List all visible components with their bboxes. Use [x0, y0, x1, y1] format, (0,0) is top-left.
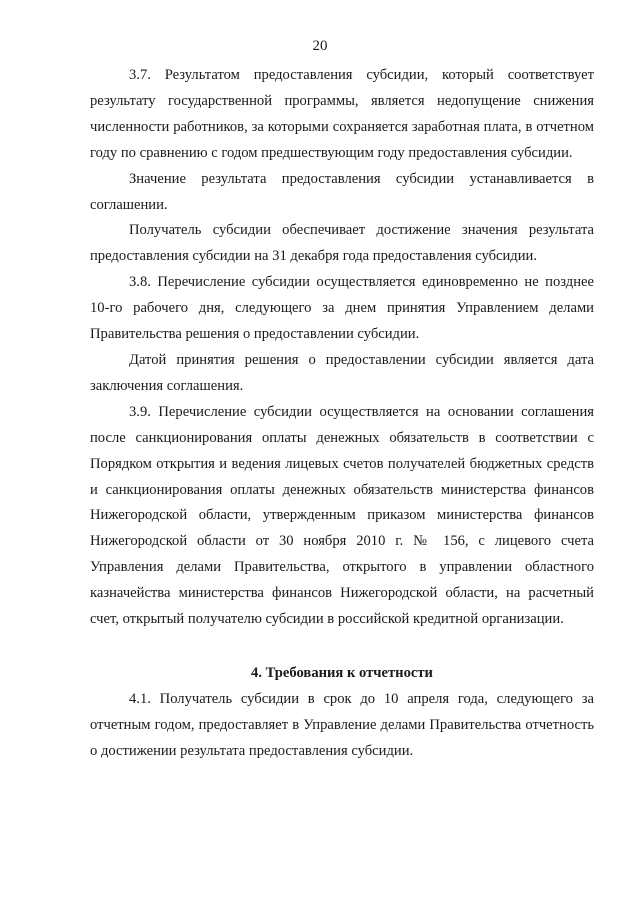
paragraph-result-achievement: Получатель субсидии обеспечивает достижение значения результата предоставления субсидии на 31 декабря года предоставления субсидии.: [90, 222, 594, 265]
paragraph-3-9: 3.9. Перечисление субсидии осуществляется на основании соглашения после санкционирования оплаты денежных обязательств в соответствии с Порядком открытия и ведения лицевых счетов получателей бюджетных средств и санкционирования оплаты денежных обязательств министерства финансов Нижегородской области, утвержденным приказом министерства финансов Нижегородской области от 30 ноября 2010 г. № 156, с лицевого счета Управления делами Правительства, открытого в управлении областного казначейства министерства финансов Нижегородской области, на расчетный счет, открытый получателю субсидии в российской кредитной организации.: [90, 403, 594, 628]
paragraph-decision-date: Датой принятия решения о предоставлении субсидии является дата заключения соглашения.: [90, 351, 594, 394]
section-heading: 4. Требования к отчетности: [251, 664, 433, 681]
page-number: 20: [312, 38, 328, 54]
paragraph-3-7: 3.7. Результатом предоставления субсидии, который соответствует результату государственной программы, является недопущение снижения численности работников, за которыми сохраняется заработная плата, в отчетном году по сравнению с годом предшествующим году предоставления субсидии.: [90, 67, 594, 161]
document-body: [90, 63, 594, 765]
paragraph-3-8: 3.8. Перечисление субсидии осуществляется единовременно не позднее 10-го рабочего дня, следующего за днем принятия Управлением делами Правительства решения о предоставлении субсидии.: [90, 274, 594, 343]
paragraph-4-1: 4.1. Получатель субсидии в срок до 10 апреля года, следующего за отчетным годом, предоставляет в Управление делами Правительства отчетность о достижении результата предоставления субсидии.: [90, 690, 594, 759]
paragraph-result-value: Значение результата предоставления субсидии устанавливается в соглашении.: [90, 170, 594, 213]
